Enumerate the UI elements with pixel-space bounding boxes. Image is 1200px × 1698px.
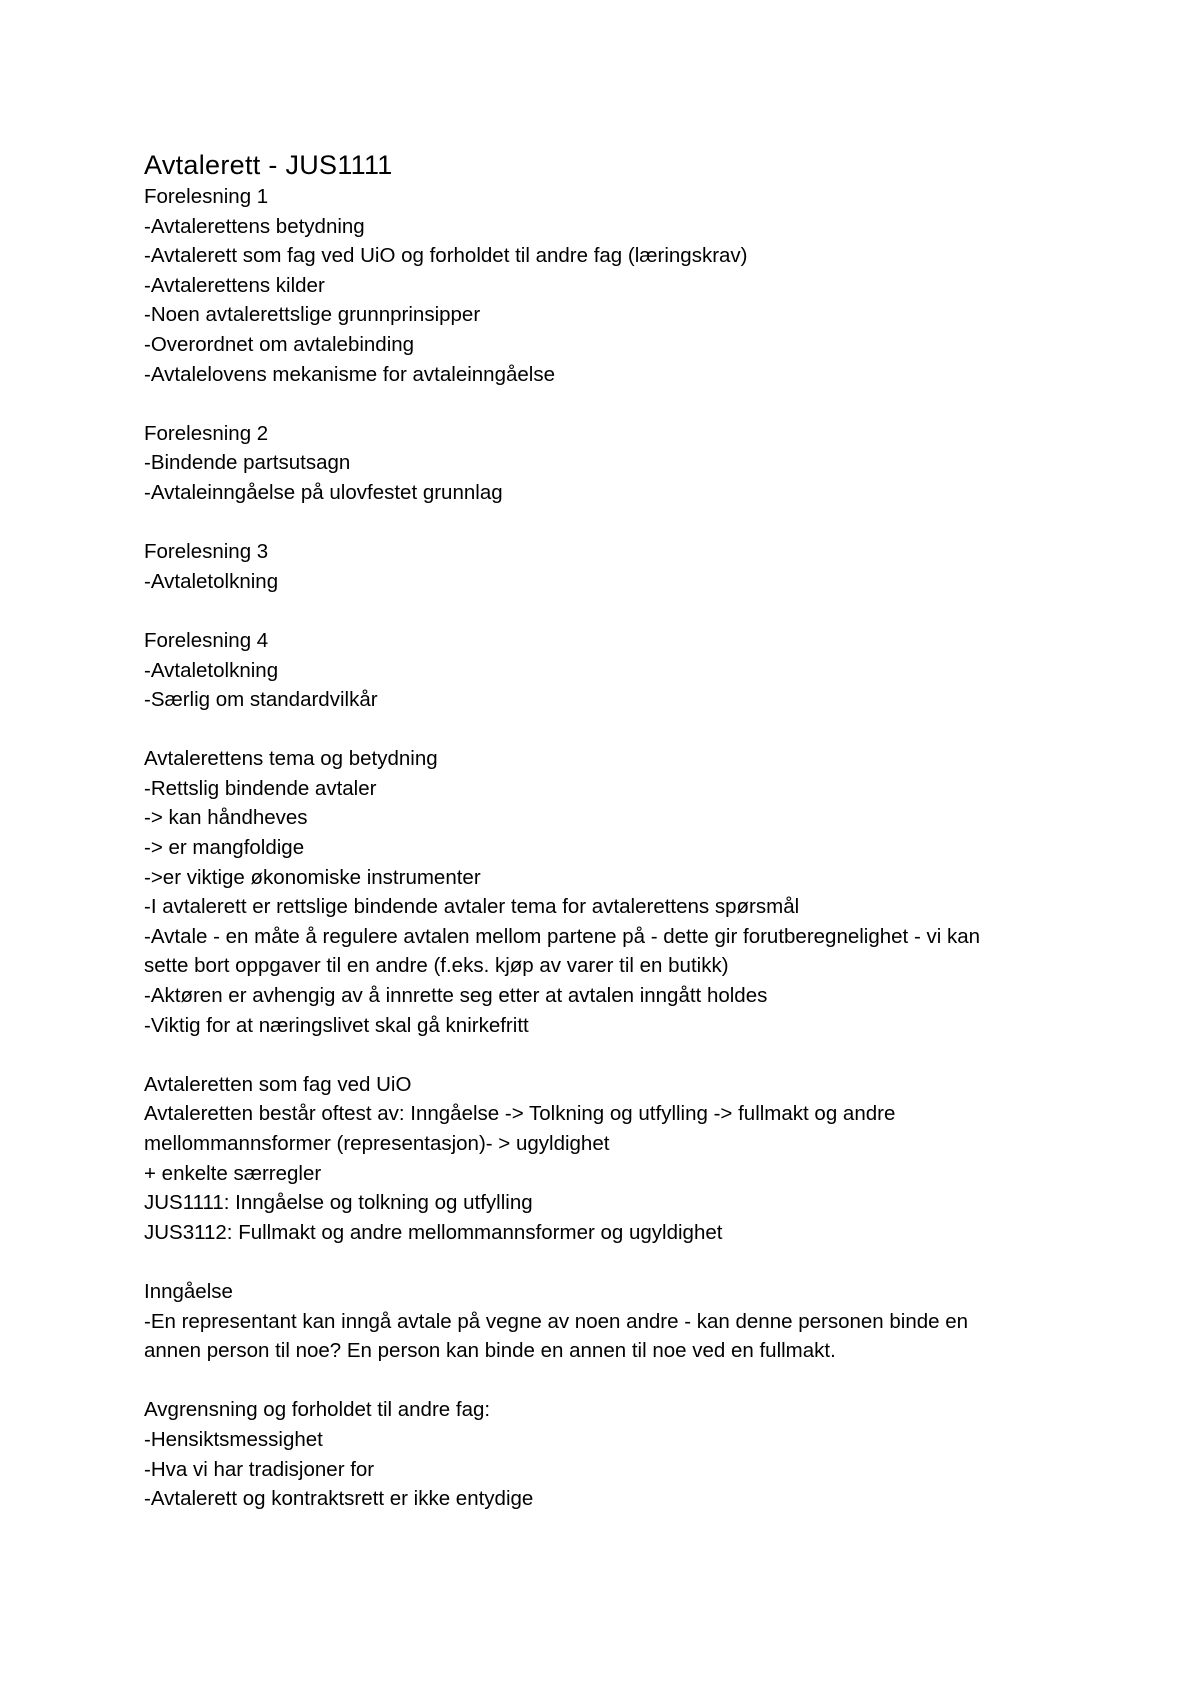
blank-line [144, 508, 1074, 538]
text-line: -> kan håndheves [144, 806, 308, 830]
text-line: JUS3112: Fullmakt og andre mellommannsformer og ugyldighet [144, 1220, 723, 1244]
text-line: sette bort oppgaver til en andre (f.eks. kjøp av varer til en butikk) [144, 954, 729, 978]
blank-line [144, 1366, 1074, 1396]
text-line: -Hensiktsmessighet [144, 1427, 323, 1451]
text-line: -Avtaleinngåelse på ulovfestet grunnlag [144, 480, 503, 504]
document-lines [144, 182, 1074, 1514]
text-line: -Avtaletolkning [144, 569, 279, 593]
text-line: Forelesning 1 [144, 185, 269, 208]
text-line: annen person til noe? En person kan binde en annen til noe ved en fullmakt. [144, 1339, 836, 1363]
text-line: Inngåelse [144, 1279, 233, 1303]
document-title: Avtalerett - JUS1111 [144, 150, 393, 180]
text-line: mellommannsformer (representasjon)- > ugyldighet [144, 1132, 610, 1155]
text-line: -Særlig om standardvilkår [144, 688, 378, 712]
text-line: -Avtalelovens mekanisme for avtaleinngåelse [144, 362, 555, 386]
text-line: Avgrensning og forholdet til andre fag: [144, 1398, 491, 1422]
text-line: Avtalerettens tema og betydning [144, 747, 438, 771]
text-line: -Avtalerettens betydning [144, 214, 365, 238]
text-line: -Avtalerett og kontraktsrett er ikke entydige [144, 1487, 534, 1511]
text-line: Forelesning 3 [144, 540, 269, 564]
text-line: -Avtalerettens kilder [144, 273, 325, 297]
blank-line [144, 715, 1074, 745]
blank-line [144, 596, 1074, 626]
text-line: -Avtalerett som fag ved UiO og forholdet til andre fag (læringskrav) [144, 244, 748, 268]
text-line: + enkelte særregler [144, 1161, 322, 1185]
text-line: -Bindende partsutsagn [144, 451, 351, 475]
text-line: -Aktøren er avhengig av å innrette seg etter at avtalen inngått holdes [144, 984, 768, 1008]
blank-line [144, 1247, 1074, 1277]
text-line: Avtaleretten består oftest av: Inngåelse -> Tolkning og utfylling -> fullmakt og andre [144, 1102, 896, 1126]
text-line: -Overordnet om avtalebinding [144, 332, 415, 356]
text-line: -Noen avtalerettslige grunnprinsipper [144, 303, 481, 327]
text-line: -Avtaletolkning [144, 658, 279, 682]
text-line: -I avtalerett er rettslige bindende avtaler tema for avtalerettens spørsmål [144, 895, 800, 919]
document-body [144, 148, 1074, 1514]
text-line: -Rettslig bindende avtaler [144, 776, 377, 800]
text-line: Forelesning 4 [144, 628, 269, 652]
text-line: -Hva vi har tradisjoner for [144, 1457, 375, 1481]
blank-line [144, 1040, 1074, 1070]
text-line: -Viktig for at næringslivet skal gå knirkefritt [144, 1013, 529, 1037]
text-line: Forelesning 2 [144, 421, 269, 445]
blank-line [144, 389, 1074, 419]
text-line: -> er mangfoldige [144, 836, 305, 860]
text-line: JUS1111: Inngåelse og tolkning og utfylling [144, 1191, 533, 1215]
text-line: -Avtale - en måte å regulere avtalen mellom partene på - dette gir forutberegnelighet - vi kan [144, 924, 981, 948]
text-line: ->er viktige økonomiske instrumenter [144, 865, 481, 889]
text-line: Avtaleretten som fag ved UiO [144, 1072, 412, 1096]
text-line: -En representant kan inngå avtale på vegne av noen andre - kan denne personen binde en [144, 1309, 969, 1333]
